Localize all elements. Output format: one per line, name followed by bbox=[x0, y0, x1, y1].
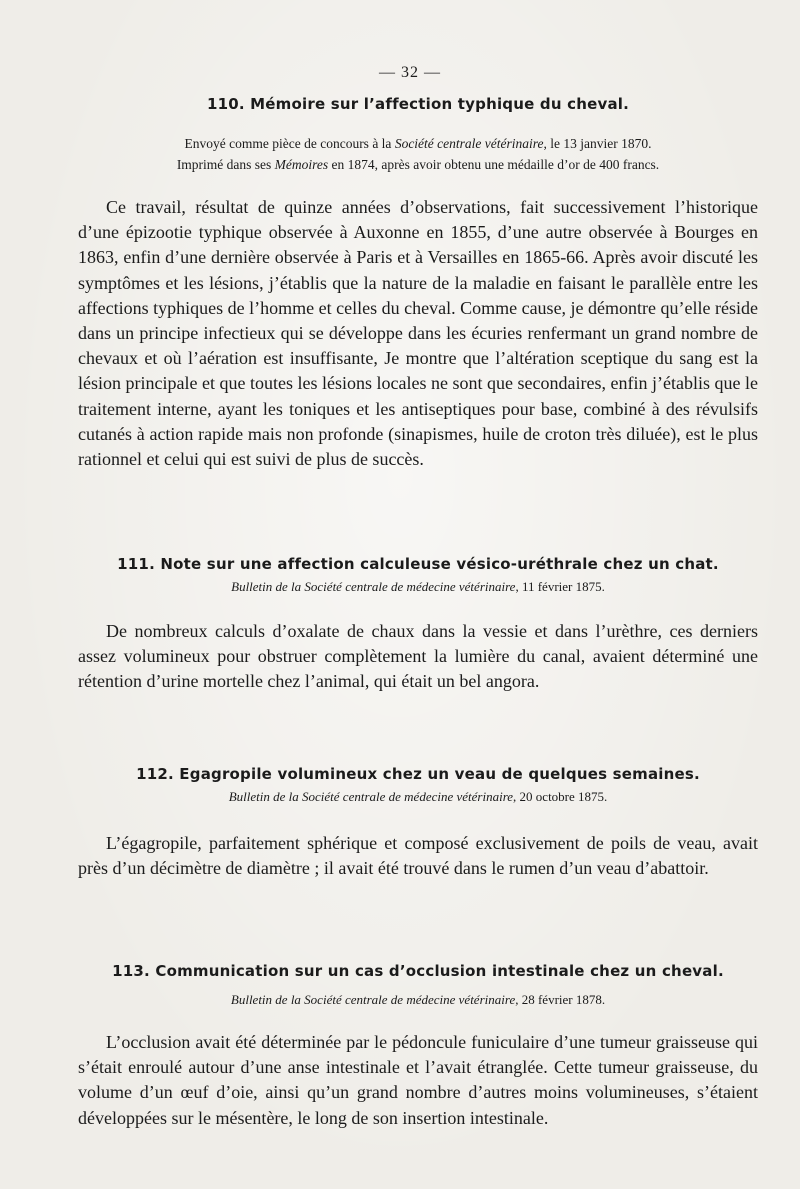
section-heading: 113. Communication sur un cas d’occlusion intestinale chez un cheval. bbox=[112, 962, 724, 980]
section-source bbox=[78, 992, 758, 1008]
meta-line-1 bbox=[78, 133, 758, 154]
source-date: , 11 février 1875. bbox=[515, 579, 605, 594]
section-111 bbox=[78, 555, 758, 695]
meta-text: en 1874, après avoir obtenu une médaille d’or de 400 francs. bbox=[328, 157, 660, 172]
source-italic: Bulletin de la Société centrale de médecine vétérinaire bbox=[231, 579, 516, 594]
meta-line-2 bbox=[78, 154, 758, 175]
section-body: De nombreux calculs d’oxalate de chaux dans la vessie et dans l’urèthre, ces derniers assez volumineux pour obstruer complètement la lumière du canal, avaient déterminé une rétention d’urine mortelle chez l’animal, qui était un bel angora. bbox=[78, 621, 758, 692]
page-number: — 32 — bbox=[379, 64, 441, 81]
section-heading: 111. Note sur une affection calculeuse vésico-uréthrale chez un chat. bbox=[117, 555, 719, 573]
section-source bbox=[78, 789, 758, 805]
section-110 bbox=[78, 95, 758, 472]
section-body: L’occlusion avait été déterminée par le pédoncule funiculaire d’une tumeur graisseuse qui s’était enroulé autour d’une anse intestinale et l’avait étranglée. Cette tumeur graisseuse, du volume d’un œuf d’oie, ainsi qu’un grand nombre d’autres moins volumineuses, s’étaient développées sur le mésentère, le long de son insertion intestinale. bbox=[78, 1032, 758, 1128]
meta-text: Envoyé comme pièce de concours à la bbox=[184, 136, 395, 151]
section-meta bbox=[78, 133, 758, 175]
section-body: Ce travail, résultat de quinze années d’observations, fait successivement l’historique d’une épizootie typhique observée à Auxonne en 1855, d’une autre observée à Bourges en 1863, enfin d’une dernière observée à Paris et à Versailles en 1865-66. Après avoir discuté les symptômes et les lésions, j’établis que la nature de la maladie en faisant le parallèle entre les affections typhiques de l’homme et celles du cheval. Comme cause, je démontre qu’elle réside dans un principe infectieux qui se développe dans les écuries renfermant un grand nombre de chevaux et où l’aération est insuffisante, Je montre que l’altération sceptique du sang est la lésion principale et que toutes les lésions locales ne sont que secondaires, enfin j’établis que le traitement interne, ayant les toniques et les antiseptiques pour base, combiné à des révulsifs cutanés à action rapide mais non profonde (sinapismes, huile de croton très diluée), est le plus rationnel et celui qui est suivi de plus de succès. bbox=[78, 197, 758, 470]
section-heading: 110. Mémoire sur l’affection typhique du cheval. bbox=[206, 95, 630, 113]
meta-italic: Mémoires bbox=[274, 157, 329, 172]
source-italic: Bulletin de la Société centrale de médecine vétérinaire bbox=[230, 992, 516, 1007]
section-heading: 112. Egagropile volumineux chez un veau de quelques semaines. bbox=[136, 765, 700, 783]
section-source bbox=[78, 579, 758, 595]
source-date: , 20 octobre 1875. bbox=[513, 789, 608, 804]
section-112 bbox=[78, 765, 758, 881]
section-body: L’égagropile, parfaitement sphérique et composé exclusivement de poils de veau, avait près d’un décimètre de diamètre ; il avait été trouvé dans le rumen d’un veau d’abattoir. bbox=[78, 833, 758, 879]
meta-italic: Société centrale vétérinaire bbox=[394, 136, 544, 151]
meta-text: , le 13 janvier 1870. bbox=[543, 136, 652, 151]
source-italic: Bulletin de la Société centrale de médecine vétérinaire bbox=[228, 789, 514, 804]
source-date: , 28 février 1878. bbox=[515, 992, 606, 1007]
section-113 bbox=[78, 962, 758, 1131]
meta-text: Imprimé dans ses bbox=[176, 157, 275, 172]
